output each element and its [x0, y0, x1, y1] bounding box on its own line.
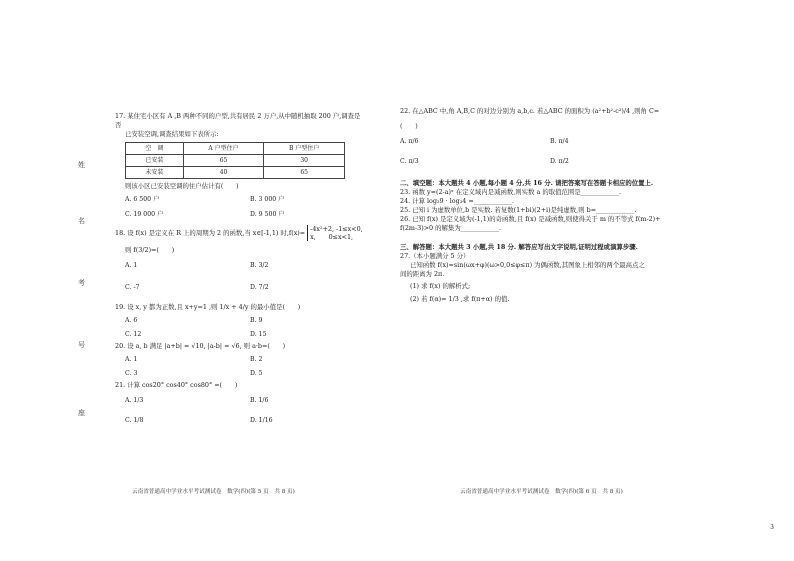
section-solve: 三、解答题：本大题共 3 小题,共 18 分. 解答应写出文字说明,证明过程或演算步骤. 27.（本小题满分 5 分） 已知函数 f(x)=sin(ωx+φ)(ω>0,0≤φ≤π) 为偶函数,其图象上相邻的两个最高点之 间的距离为 2π. (1) 求 f(x) 的解析式; (2) 若 f(α)= 1/3 ,求 f(π+α) 的值. [400, 243, 690, 304]
question-19: 19. 设 x, y 都为正数,且 x+y=1 ,则 1/x + 4/y 的最小值是( ) A. 6 B. 9 C. 12 D. 15 [115, 303, 301, 338]
question-17: 17. 某住宅小区有 A ,B 两种不同的户型,共有居民 2 万户,从中随机抽取 200 户,调查是否 已安装空调,调查结果如下表所示: 空 调 A 户型住户 B 户型住户 已安装 65 30 未安装 40 65 则该小区已安装空调的住户估计有( ) A. 6 500 户 B. 3 000 户 C. 19 000 户 D. 9 500 户 [115, 112, 361, 218]
question-18: 18. 设 f(x) 是定义在 R 上的周期为 2 的函数,当 x∈[-1,1) 时,f(x)= -4x²+2, -1≤x<0, x, 0≤x<1, 则 f(3/2)=( ) A. 1 B. 3/2 C. -7 D. 7/2 [115, 225, 363, 291]
section-title: 二、填空题：本大题共 4 小题,每小题 4 分,共 16 分. 请把答案写在答题卡相应的位置上. [400, 179, 654, 187]
page-number: 3 [770, 524, 774, 531]
question-20: 20. 设 a, b 满足 |a+b| = √10, |a-b| = √6, 则 a·b=( ) A. 1 B. 2 C. 3 D. 5 [115, 342, 286, 377]
margin-label: 名 [78, 217, 85, 225]
section-title: 三、解答题：本大题共 3 小题,共 18 分. 解答应写出文字说明,证明过程或演算步骤. [400, 243, 638, 251]
right-page [400, 107, 690, 304]
exam-sheet [70, 92, 690, 502]
question-21: 21. 计算 cos20° cos40° cos80° =( ) A. 1/3 B. 1/6 C. 1/8 D. 1/16 [115, 381, 273, 424]
footer-left: 云南省普通高中学业水平考试测试卷 数学(四)(第 5 页 共 8 页) [132, 489, 295, 495]
left-page [115, 112, 363, 430]
section-fill-in: 二、填空题：本大题共 4 小题,每小题 4 分,共 16 分. 请把答案写在答题卡相应的位置上. 23. 函数 y=(2-a)ˣ 在定义域内是减函数,则实数 a 的取值范围是____________. 24. 计算 log₂9 · log₃4 =____________. 25. 已知 i 为虚数单位,b 是实数. 若复数(1+bi)(2+i)是纯虚数,则 b=____________. 26. 已知 f(x) 是定义域为(-1,1)的奇函数,且 f(x) 是减函数,则使得关于 m 的不等式 f(m-2)+ f(2m-3)>0 的解集为____________. [400, 179, 690, 233]
survey-table: 空 调 A 户型住户 B 户型住户 已安装 65 30 未安装 40 65 [125, 142, 345, 179]
margin-label: 姓 [78, 161, 85, 169]
question-22: 22. 在△ABC 中,角 A,B,C 的对边分别为 a,b,c. 若△ABC 的面积为 (a²+b²-c²)/4 ,则角 C= ( ) A. π/6 B. π/4 C. π/3 D. π/2 [400, 107, 660, 165]
margin-label: 座 [78, 409, 85, 417]
footer-right: 云南省普通高中学业水平考试测试卷 数学(四)(第 6 页 共 8 页) [460, 489, 623, 495]
margin-label: 考 [78, 279, 85, 287]
margin-label: 号 [78, 341, 85, 349]
